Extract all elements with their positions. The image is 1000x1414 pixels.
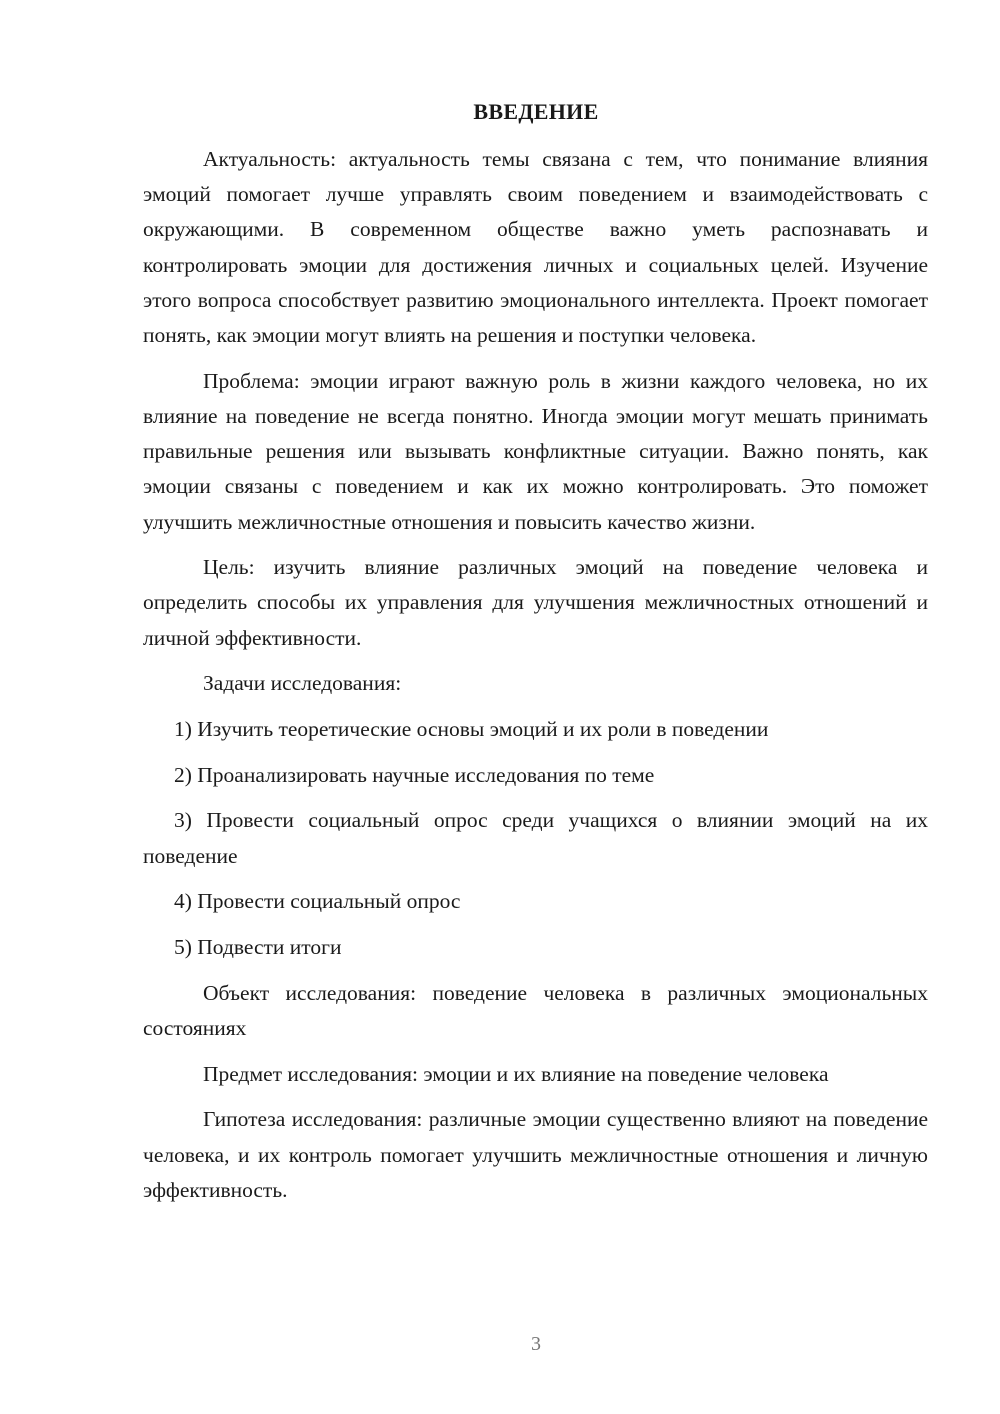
tasks-heading: Задачи исследования: [203, 671, 402, 696]
relevance-paragraph: Актуальность: актуальность темы связана с тем, что понимание влияния эмоций помогает лучше управлять своим поведением и взаимодействовать с окружающими. В современном обществе важно уметь распознавать и контролировать эмоции для достижения личных и социальных целей. Изучение этого вопроса способствует развитию эмоционального интеллекта. Проект помогает понять, как эмоции могут влиять на решения и поступки человека. [143, 147, 928, 348]
document-body [143, 142, 928, 1218]
goal-paragraph: Цель: изучить влияние различных эмоций на поведение человека и определить способы их управления для улучшения межличностных отношений и личной эффективности. [143, 555, 928, 650]
object-paragraph: Объект исследования: поведение человека в различных эмоциональных состояниях [143, 980, 928, 1040]
page-number: 3 [531, 1333, 541, 1355]
task-item: 1) Изучить теоретические основы эмоций и их роли в поведении [174, 717, 769, 742]
task-item: 4) Провести социальный опрос [174, 889, 461, 914]
problem-paragraph: Проблема: эмоции играют важную роль в жизни каждого человека, но их влияние на поведение не всегда понятно. Иногда эмоции могут мешать принимать правильные решения или вызывать конфликтные ситуации. Важно понять, как эмоции связаны с поведением и как их можно контролировать. Это поможет улучшить межличностные отношения и повысить качество жизни. [143, 368, 928, 534]
hypothesis-paragraph: Гипотеза исследования: различные эмоции существенно влияют на поведение человека, и их контроль помогает улучшить межличностные отношения и личную эффективность. [143, 1107, 928, 1202]
subject-paragraph: Предмет исследования: эмоции и их влияние на поведение человека [203, 1061, 829, 1086]
section-title: ВВЕДЕНИЕ [473, 99, 599, 124]
task-item: 2) Проанализировать научные исследования по теме [174, 762, 655, 787]
task-item: 5) Подвести итоги [174, 935, 342, 960]
task-item: 3) Провести социальный опрос среди учащихся о влиянии эмоций на их поведение [143, 808, 928, 868]
